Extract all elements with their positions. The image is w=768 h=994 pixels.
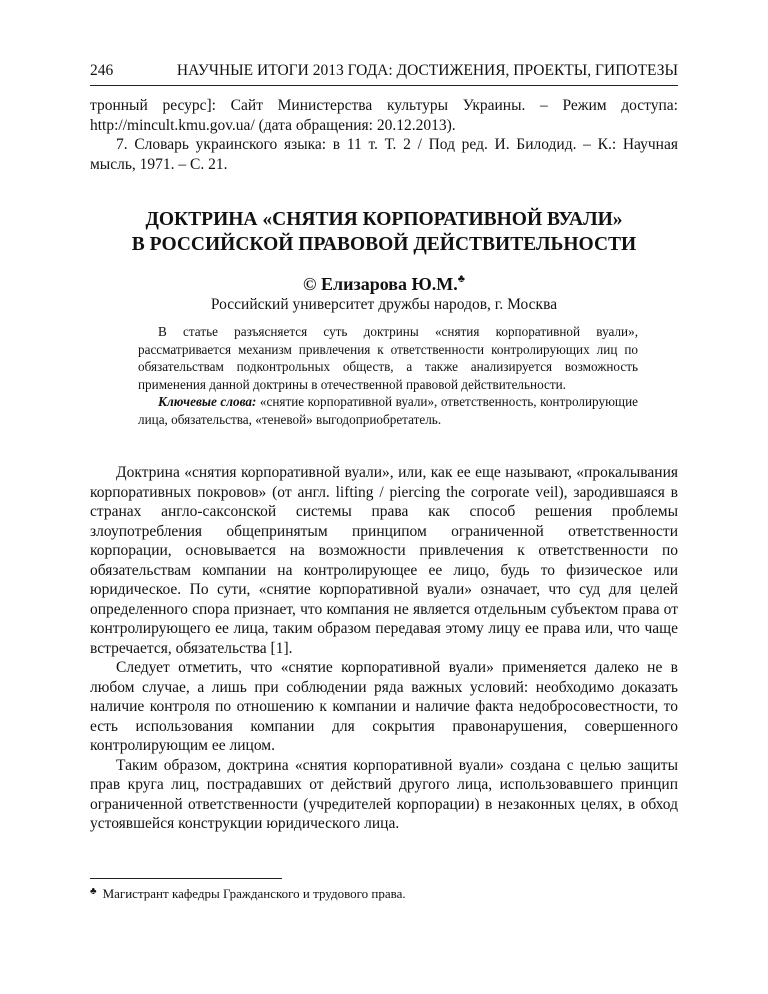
footnote-text: Магистрант кафедры Гражданского и трудового права. — [102, 886, 406, 901]
article-title-line: В РОССИЙСКОЙ ПРАВОВОЙ ДЕЙСТВИТЕЛЬНОСТИ — [131, 234, 637, 255]
abstract — [138, 323, 638, 429]
author-affiliation: Российский университет дружбы народов, г. Москва — [210, 296, 558, 313]
keywords-list: «снятие корпоративной вуали», ответственность, контролирующие лица, обязательства, «теневой» выгодоприобретатель. — [138, 394, 638, 427]
footnote-divider — [90, 878, 282, 879]
article-title-line: ДОКТРИНА «СНЯТИЯ КОРПОРАТИВНОЙ ВУАЛИ» — [145, 209, 623, 230]
page-number: 246 — [90, 62, 114, 79]
reference-item: 7. Словарь украинского языка: в 11 т. Т. 2 / Под ред. И. Билодид. – К.: Научная мысль, 1971. – С. 21. — [90, 136, 678, 173]
keywords — [138, 393, 638, 428]
abstract-text: В статье разъясняется суть доктрины «снятия корпоративной вуали», рассматривается механизм привлечения к ответственности контролирующих лиц по обязательствам подконтрольных обществ, а также анализируется возможность применения данной доктрины в отечественной правовой действительности. — [138, 324, 638, 392]
article-body — [90, 463, 678, 834]
club-icon: ♣ — [457, 273, 465, 285]
references-continued — [90, 96, 678, 174]
body-paragraph: Таким образом, доктрина «снятия корпоративной вуали» создана с целью защиты прав круга лиц, пострадавших от действий другого лица, использовавшего принцип ограниченной ответственности (учредителей корпорации) в незаконных целях, в обход устоявшейся конструкции юридического лица. — [90, 756, 678, 832]
running-header — [90, 62, 678, 86]
footnote — [90, 886, 678, 902]
author-line — [90, 273, 678, 295]
club-icon: ♣ — [90, 886, 97, 897]
body-paragraph: Доктрина «снятия корпоративной вуали», или, как ее еще называют, «прокалывания корпоративных покровов» (от англ. lifting / piercing the corporate veil), зародившаяся в странах англо-саксонской системы права как способ решения проблемы злоупотребления общепринятым принципом ограниченной ответственности корпорации, основывается на возможности привлечения к ответственности по обязательствам компании на контролирующее ее лицо, будь то физическое или юридическое. По сути, «снятие корпоративной вуали» означает, что суд для целей определенного спора признает, что компания не является отдельным субъектом права от контролирующего ее лица, таким образом передавая этому лицу ее права или, что чаще встречается, обязательства [1]. — [90, 464, 678, 657]
body-paragraph: Следует отметить, что «снятие корпоративной вуали» применяется далеко не в любом случае, а лишь при соблюдении ряда важных условий: необходимо доказать наличие контроля по отношению к компании и наличие факта недобросовестности, то есть использования компании для сокрытия правонарушения, совершенного контролирующим ее лицом. — [90, 659, 678, 754]
author-name: © Елизарова Ю.М. — [303, 274, 458, 294]
keywords-label: Ключевые слова: — [158, 394, 257, 410]
running-title: НАУЧНЫЕ ИТОГИ 2013 ГОДА: ДОСТИЖЕНИЯ, ПРОЕКТЫ, ГИПОТЕЗЫ — [176, 62, 678, 79]
reference-item: тронный ресурс]: Сайт Министерства культуры Украины. – Режим доступа: http://mincult.kmu.gov.ua/ (дата обращения: 20.12.2013). — [90, 97, 678, 134]
article-title — [90, 207, 678, 257]
